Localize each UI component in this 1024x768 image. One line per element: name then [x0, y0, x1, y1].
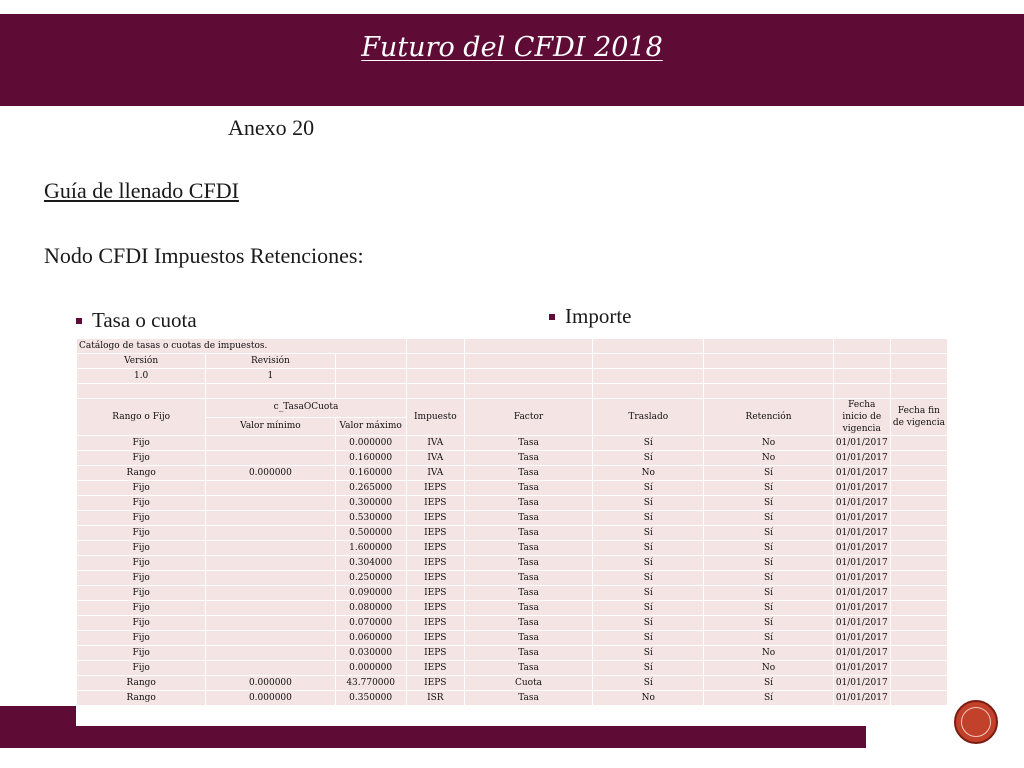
table-cell: Sí [704, 496, 832, 510]
table-cell: 01/01/2017 [834, 511, 890, 525]
table-cell: Tasa [465, 556, 592, 570]
table-cell: Sí [704, 541, 832, 555]
table-cell [891, 646, 947, 660]
table-cell: 0.160000 [336, 451, 406, 465]
header-band [0, 14, 1024, 106]
table-cell: Tasa [465, 511, 592, 525]
table-cell [891, 571, 947, 585]
header-factor: Factor [465, 399, 592, 435]
table-cell: Sí [593, 496, 703, 510]
table-cell: Sí [704, 526, 832, 540]
table-cell [891, 451, 947, 465]
table-cell: Fijo [77, 526, 205, 540]
table-cell: No [704, 646, 832, 660]
table-cell: IVA [407, 436, 464, 450]
table-cell: 0.090000 [336, 586, 406, 600]
table-cell: Fijo [77, 541, 205, 555]
table-cell: Fijo [77, 556, 205, 570]
table-cell [206, 451, 334, 465]
table-cell: Sí [593, 661, 703, 675]
table-cell: Sí [593, 451, 703, 465]
table-cell: 01/01/2017 [834, 691, 890, 705]
table-cell: Sí [593, 511, 703, 525]
table-cell: Tasa [465, 466, 592, 480]
table-cell: IEPS [407, 556, 464, 570]
catalog-table [76, 338, 948, 706]
table-cell: Tasa [465, 451, 592, 465]
table-cell [891, 496, 947, 510]
table-cell: 0.000000 [206, 676, 334, 690]
revision-value: 1 [206, 369, 334, 383]
version-value: 1.0 [77, 369, 205, 383]
table-cell: 01/01/2017 [834, 676, 890, 690]
table-cell: Sí [704, 556, 832, 570]
table-cell: IEPS [407, 631, 464, 645]
table-cell: IVA [407, 451, 464, 465]
table-cell: 43.770000 [336, 676, 406, 690]
table-row [77, 586, 947, 600]
table-cell [206, 586, 334, 600]
table-cell: Fijo [77, 496, 205, 510]
table-cell: Sí [593, 601, 703, 615]
table-cell: Rango [77, 691, 205, 705]
table-cell: IEPS [407, 646, 464, 660]
table-cell [206, 661, 334, 675]
table-cell: 0.060000 [336, 631, 406, 645]
table-cell: Sí [593, 571, 703, 585]
table-cell: IEPS [407, 676, 464, 690]
table-cell [891, 586, 947, 600]
table-cell: IEPS [407, 601, 464, 615]
table-cell: IEPS [407, 541, 464, 555]
bullet-importe [549, 304, 631, 329]
table-cell: 0.070000 [336, 616, 406, 630]
table-cell: 01/01/2017 [834, 481, 890, 495]
table-cell: Sí [704, 511, 832, 525]
table-cell: 0.250000 [336, 571, 406, 585]
table-cell: Fijo [77, 436, 205, 450]
table-cell: Tasa [465, 691, 592, 705]
table-cell: 01/01/2017 [834, 571, 890, 585]
table-cell: IEPS [407, 616, 464, 630]
table-cell [206, 541, 334, 555]
table-cell [891, 556, 947, 570]
table-cell: No [593, 466, 703, 480]
table-cell: 0.265000 [336, 481, 406, 495]
table-cell: 01/01/2017 [834, 496, 890, 510]
table-cell: 0.350000 [336, 691, 406, 705]
table-row [77, 511, 947, 525]
table-cell: Sí [704, 601, 832, 615]
table-cell [206, 496, 334, 510]
bullet-tasa-label: Tasa o cuota [92, 308, 197, 332]
table-cell: IEPS [407, 511, 464, 525]
table-cell: No [593, 691, 703, 705]
table-cell: 0.304000 [336, 556, 406, 570]
table-cell: 0.000000 [336, 661, 406, 675]
version-label: Versión [77, 354, 205, 368]
table-cell: No [704, 451, 832, 465]
table-cell: Sí [704, 466, 832, 480]
table-cell: Sí [593, 436, 703, 450]
table-row [77, 601, 947, 615]
table-cell: Tasa [465, 586, 592, 600]
table-cell: Sí [704, 616, 832, 630]
table-cell: Fijo [77, 601, 205, 615]
table-cell: Tasa [465, 526, 592, 540]
table-cell: Sí [593, 586, 703, 600]
table-cell: 01/01/2017 [834, 451, 890, 465]
circle-logo-icon [954, 700, 998, 744]
table-cell: Tasa [465, 631, 592, 645]
header-valor-minimo: Valor mínimo [206, 418, 334, 436]
table-cell [206, 616, 334, 630]
table-cell [891, 481, 947, 495]
table-row [77, 646, 947, 660]
table-cell [891, 661, 947, 675]
revision-label: Revisión [206, 354, 334, 368]
table-cell: Tasa [465, 496, 592, 510]
table-cell: Tasa [465, 661, 592, 675]
table-cell: IEPS [407, 586, 464, 600]
table-cell: 01/01/2017 [834, 586, 890, 600]
header-rango: Rango o Fijo [77, 399, 205, 435]
table-cell: IEPS [407, 481, 464, 495]
table-row [77, 556, 947, 570]
table-cell: 0.160000 [336, 466, 406, 480]
table-cell [206, 601, 334, 615]
table-cell: 01/01/2017 [834, 541, 890, 555]
table-cell: Fijo [77, 616, 205, 630]
table-row [77, 481, 947, 495]
header-impuesto: Impuesto [407, 399, 464, 435]
table-cell: Tasa [465, 616, 592, 630]
header-traslado: Traslado [593, 399, 703, 435]
table-cell: 0.080000 [336, 601, 406, 615]
table-cell: Rango [77, 466, 205, 480]
table-cell: IVA [407, 466, 464, 480]
bullet-importe-label: Importe [565, 304, 632, 328]
table-cell: 0.500000 [336, 526, 406, 540]
table-cell [206, 436, 334, 450]
table-cell: 0.000000 [336, 436, 406, 450]
table-cell [206, 481, 334, 495]
annex-title: Anexo 20 [228, 115, 315, 140]
table-row [77, 676, 947, 690]
table-cell: 01/01/2017 [834, 661, 890, 675]
table-cell: Sí [593, 481, 703, 495]
table-cell: 0.000000 [206, 691, 334, 705]
table-cell: IEPS [407, 526, 464, 540]
table-cell: Rango [77, 676, 205, 690]
table-cell [891, 541, 947, 555]
table-cell [891, 691, 947, 705]
table-cell: Tasa [465, 571, 592, 585]
catalog-table-wrap [76, 338, 948, 726]
table-cell: 1.600000 [336, 541, 406, 555]
table-row [77, 616, 947, 630]
table-cell [891, 631, 947, 645]
table-row [77, 691, 947, 705]
table-row [77, 541, 947, 555]
table-cell [206, 556, 334, 570]
table-cell: 01/01/2017 [834, 631, 890, 645]
table-cell: Sí [593, 541, 703, 555]
table-cell [206, 646, 334, 660]
header-group: c_TasaOCuota [206, 399, 405, 417]
table-cell: Sí [704, 691, 832, 705]
catalog-caption: Catálogo de tasas o cuotas de impuestos. [77, 339, 406, 353]
table-row [77, 661, 947, 675]
header-fecha-fin: Fecha fin de vigencia [891, 399, 947, 435]
header-fecha-inicio: Fecha inicio de vigencia [834, 399, 890, 435]
table-cell: Sí [704, 631, 832, 645]
table-cell: 01/01/2017 [834, 601, 890, 615]
table-cell [891, 436, 947, 450]
table-cell: 01/01/2017 [834, 526, 890, 540]
table-cell: 0.300000 [336, 496, 406, 510]
table-row [77, 526, 947, 540]
table-cell [891, 511, 947, 525]
table-cell [206, 511, 334, 525]
table-cell [891, 526, 947, 540]
table-cell: Sí [593, 676, 703, 690]
table-cell: Cuota [465, 676, 592, 690]
table-cell: Fijo [77, 631, 205, 645]
table-cell: No [704, 661, 832, 675]
slide-title: Futuro del CFDI 2018 [361, 32, 663, 63]
table-cell: Sí [593, 631, 703, 645]
table-cell: 01/01/2017 [834, 466, 890, 480]
table-cell: Sí [593, 616, 703, 630]
table-cell: 0.030000 [336, 646, 406, 660]
table-row [77, 571, 947, 585]
table-cell [206, 571, 334, 585]
header-valor-maximo: Valor máximo [336, 418, 406, 436]
table-row [77, 631, 947, 645]
table-cell: Sí [704, 571, 832, 585]
table-cell [206, 631, 334, 645]
table-cell: Sí [704, 586, 832, 600]
table-cell: Tasa [465, 481, 592, 495]
table-cell [891, 616, 947, 630]
table-cell: Sí [593, 646, 703, 660]
table-cell: IEPS [407, 571, 464, 585]
table-cell: 0.000000 [206, 466, 334, 480]
table-cell: No [704, 436, 832, 450]
table-cell: IEPS [407, 661, 464, 675]
table-row [77, 496, 947, 510]
bullet-tasa [76, 308, 197, 333]
table-cell: 0.530000 [336, 511, 406, 525]
table-row [77, 436, 947, 450]
table-cell: Tasa [465, 436, 592, 450]
table-cell: Fijo [77, 646, 205, 660]
table-cell: Fijo [77, 586, 205, 600]
table-cell: Fijo [77, 451, 205, 465]
table-cell: Fijo [77, 481, 205, 495]
table-cell: 01/01/2017 [834, 616, 890, 630]
table-cell: 01/01/2017 [834, 646, 890, 660]
table-cell: Fijo [77, 661, 205, 675]
table-cell [206, 526, 334, 540]
table-cell: Sí [593, 556, 703, 570]
node-heading: Nodo CFDI Impuestos Retenciones: [44, 243, 364, 268]
table-cell: Tasa [465, 601, 592, 615]
bullet-square-icon [549, 314, 555, 320]
table-row [77, 466, 947, 480]
table-cell: Fijo [77, 571, 205, 585]
bullet-square-icon [76, 318, 82, 324]
header-retencion: Retención [704, 399, 832, 435]
table-cell [891, 676, 947, 690]
table-row [77, 451, 947, 465]
table-cell: Sí [704, 481, 832, 495]
table-cell: 01/01/2017 [834, 556, 890, 570]
table-cell: 01/01/2017 [834, 436, 890, 450]
guide-link[interactable]: Guía de llenado CFDI [44, 178, 239, 203]
table-cell: IEPS [407, 496, 464, 510]
table-cell: Tasa [465, 646, 592, 660]
table-cell: Sí [704, 676, 832, 690]
table-cell: Fijo [77, 511, 205, 525]
table-cell [891, 466, 947, 480]
table-cell [891, 601, 947, 615]
table-cell: Sí [593, 526, 703, 540]
table-cell: ISR [407, 691, 464, 705]
table-cell: Tasa [465, 541, 592, 555]
